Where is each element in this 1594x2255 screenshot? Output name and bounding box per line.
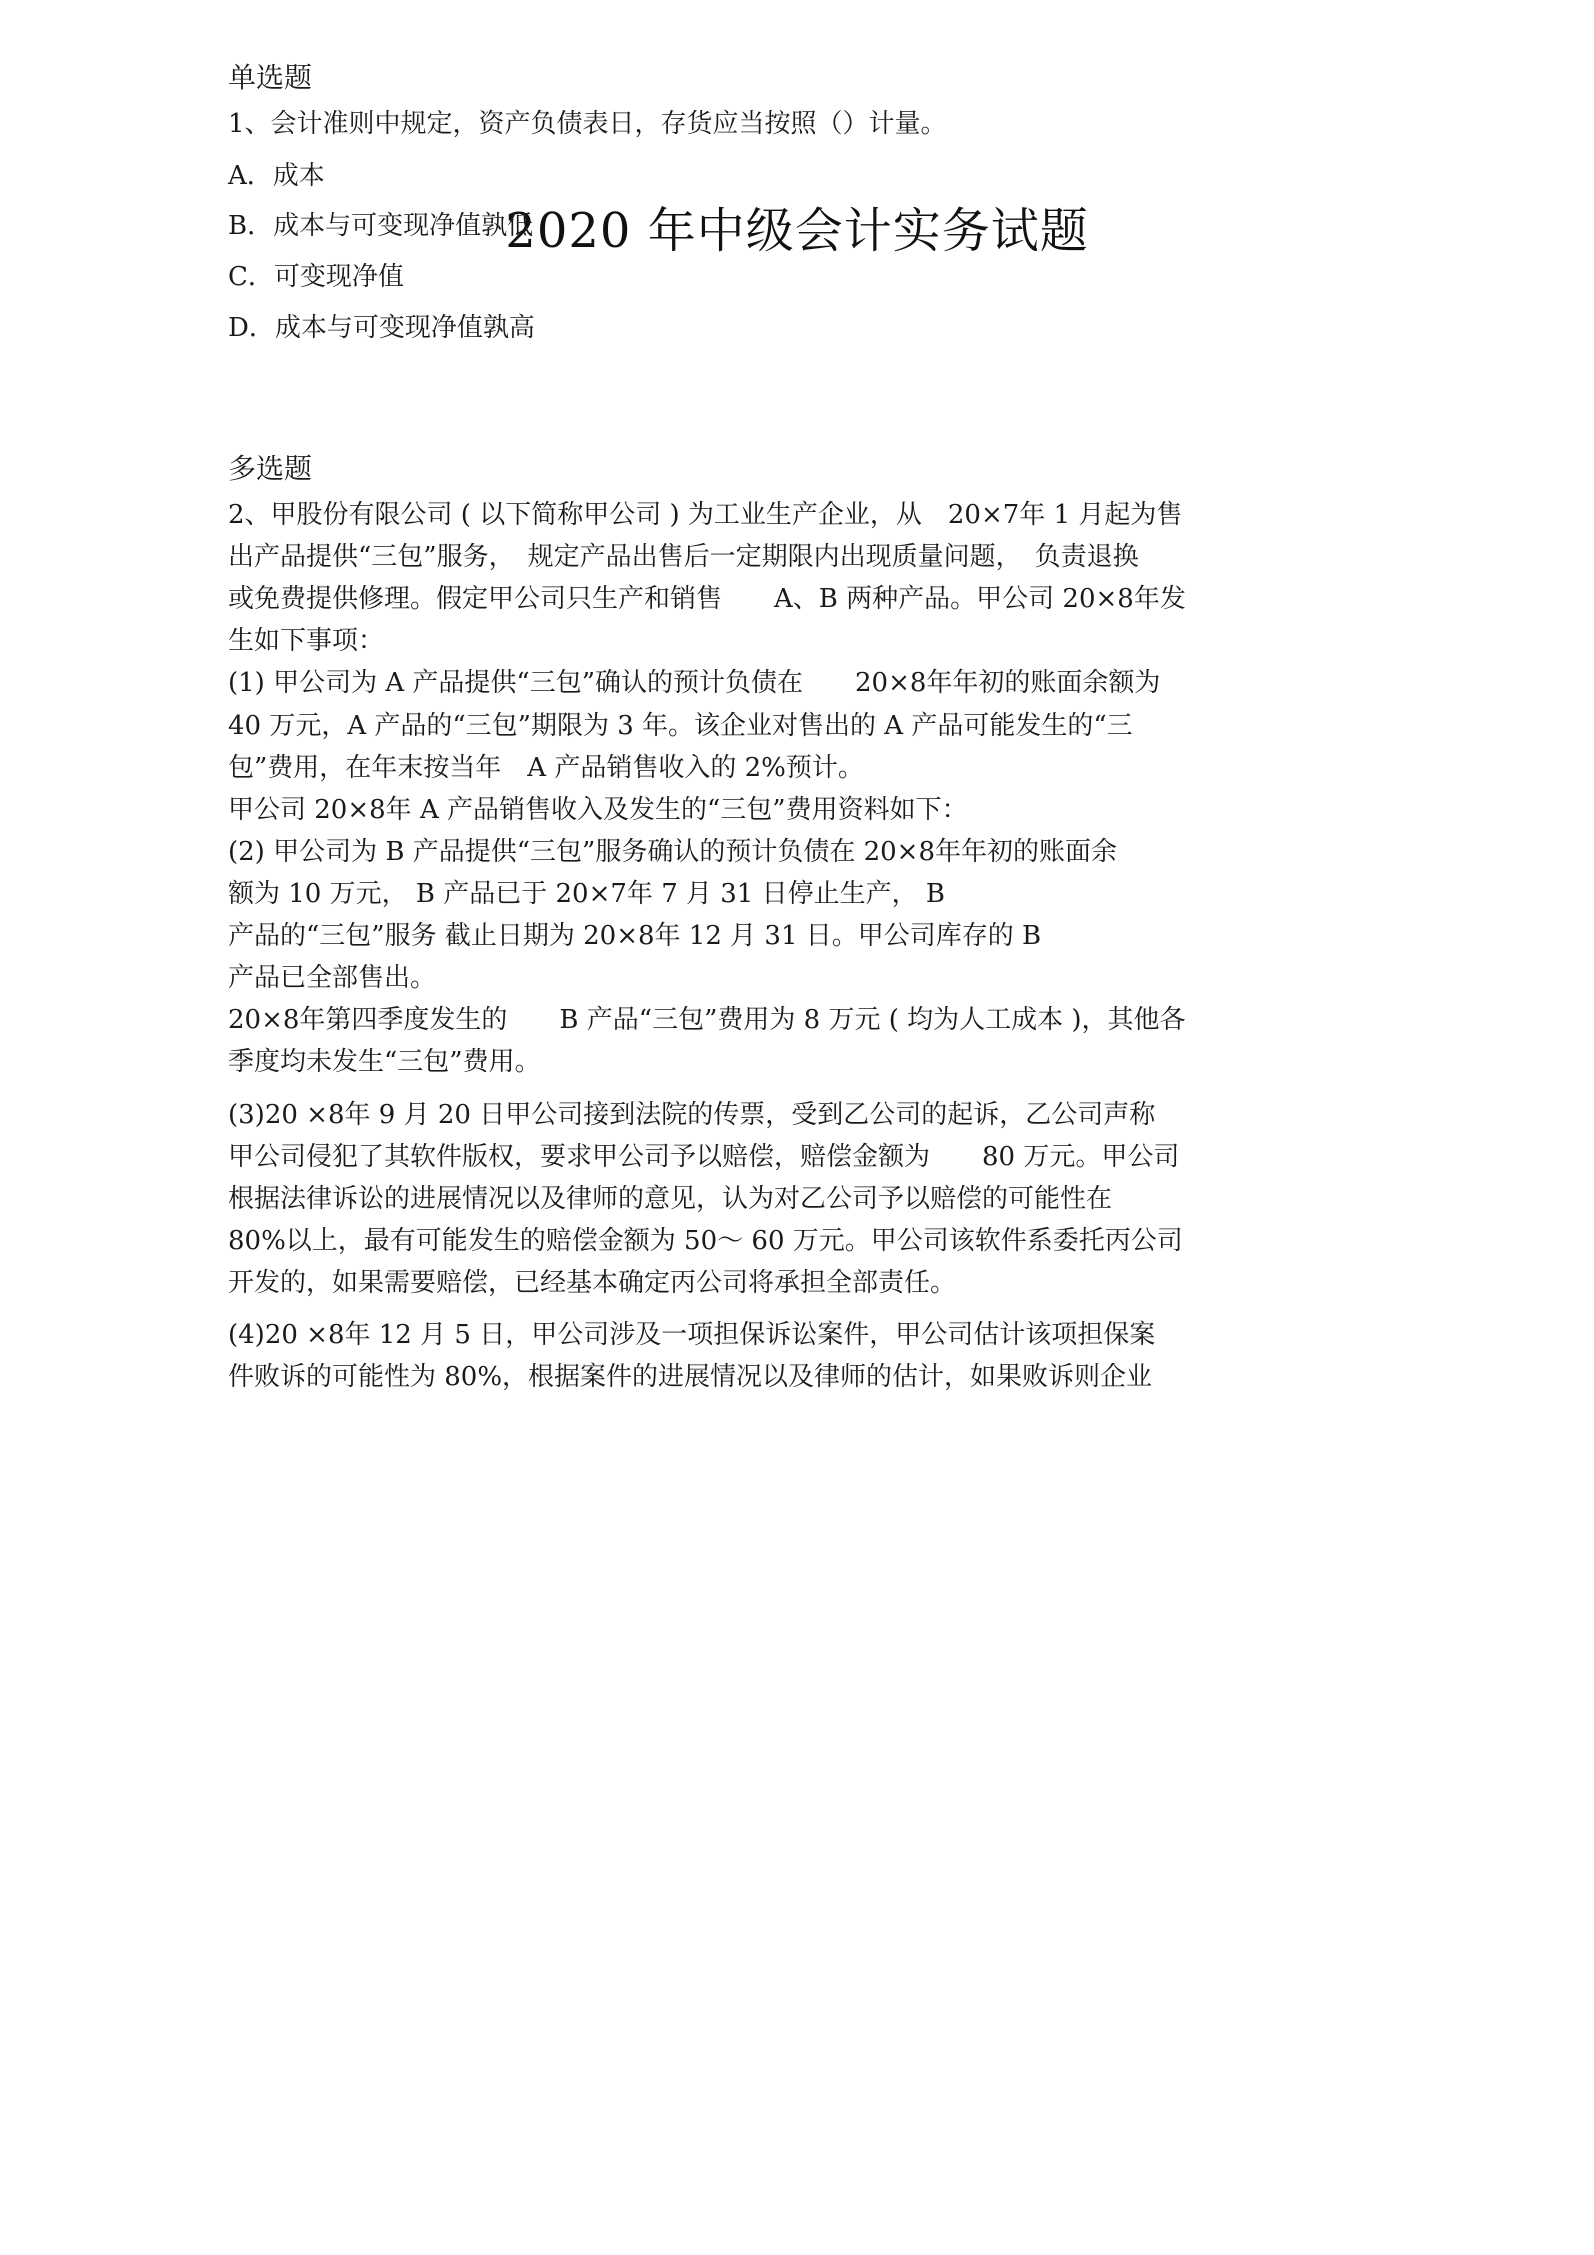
item-2-line-3: 产品的“三包”服务 截止日期为 20×8年 12 月 31 日。甲公司库存的 B	[228, 921, 1042, 952]
item-1-line-1: (1) 甲公司为 A 产品提供“三包”确认的预计负债在 20×8年年初的账面余额为	[228, 668, 1161, 699]
question-2-line-2: 出产品提供“三包”服务， 规定产品出售后一定期限内出现质量问题， 负责退换	[228, 542, 1139, 573]
option-a: A．成本	[228, 160, 325, 191]
item-2-line-4: 产品已全部售出。	[228, 963, 437, 994]
item-4-line-3: 根据法律诉讼的进展情况以及律师的意见，认为对乙公司予以赔偿的可能性在	[228, 1183, 1113, 1214]
item-1-line-3: 包”费用，在年末按当年 A 产品销售收入的 2%预计。	[228, 752, 864, 783]
question-2-item-4	[228, 1094, 1384, 1305]
item-2-line-1: (2) 甲公司为 B 产品提供“三包”服务确认的预计负债在 20×8年年初的账面余	[228, 836, 1117, 867]
question-2	[228, 494, 1384, 662]
question-2-item-1	[228, 662, 1384, 830]
item-5-line-1: (4)20 ×8年 12 月 5 日，甲公司涉及一项担保诉讼案件，甲公司估计该项担保案	[228, 1320, 1156, 1351]
item-4-line-5: 开发的，如果需要赔偿，已经基本确定丙公司将承担全部责任。	[228, 1268, 957, 1299]
item-4-line-1: (3)20 ×8年 9 月 20 日甲公司接到法院的传票，受到乙公司的起诉，乙公司声称	[228, 1099, 1156, 1130]
question-1-options	[228, 151, 1384, 354]
question-2-item-5	[228, 1314, 1384, 1398]
section-spacer	[228, 353, 1384, 449]
section-heading-multiple-choice: 多选题	[228, 452, 313, 486]
section-single-choice	[228, 58, 1384, 353]
page-title: 2020 年中级会计实务试题	[505, 203, 1089, 259]
question-2-item-2	[228, 831, 1384, 999]
option-c: C．可变现净值	[228, 262, 404, 293]
question-2-line-4: 生如下事项：	[228, 626, 385, 657]
item-spacer-1	[228, 1084, 1384, 1094]
option-b: B．成本与可变现净值孰低	[228, 211, 534, 242]
question-1-text: 1、会计准则中规定，资产负债表日，存货应当按照（）计量。	[228, 108, 947, 139]
item-4-line-2: 甲公司侵犯了其软件版权，要求甲公司予以赔偿，赔偿金额为 80 万元。甲公司	[228, 1141, 1180, 1172]
item-5-line-2: 件败诉的可能性为 80%，根据案件的进展情况以及律师的估计，如果败诉则企业	[228, 1362, 1153, 1393]
question-2-item-3	[228, 999, 1384, 1083]
section-multiple-choice	[228, 449, 1384, 1398]
question-2-line-3: 或免费提供修理。假定甲公司只生产和销售 A、B 两种产品。甲公司 20×8年发	[228, 584, 1186, 615]
question-2-line-1: 2、甲股份有限公司 ( 以下简称甲公司 ) 为工业生产企业，从 20×7年 1 月起为售	[228, 500, 1183, 531]
option-d: D．成本与可变现净值孰高	[228, 312, 535, 343]
item-4-line-4: 80%以上，最有可能发生的赔偿金额为 50～ 60 万元。甲公司该软件系委托丙公司	[228, 1225, 1183, 1256]
document-body	[228, 0, 1384, 1398]
question-1	[228, 103, 1384, 145]
title-spacer	[228, 0, 1384, 58]
item-spacer-2	[228, 1304, 1384, 1314]
item-1-line-4: 甲公司 20×8年 A 产品销售收入及发生的“三包”费用资料如下：	[228, 794, 968, 825]
item-3-line-1: 20×8年第四季度发生的 B 产品“三包”费用为 8 万元 ( 均为人工成本 )，其他各	[228, 1005, 1186, 1036]
item-2-line-2: 额为 10 万元， B 产品已于 20×7年 7 月 31 日停止生产， B	[228, 879, 945, 910]
item-3-line-2: 季度均未发生“三包”费用。	[228, 1047, 541, 1078]
section-heading-single-choice: 单选题	[228, 61, 313, 94]
item-1-line-2: 40 万元，A 产品的“三包”期限为 3 年。该企业对售出的 A 产品可能发生的“三	[228, 710, 1133, 741]
